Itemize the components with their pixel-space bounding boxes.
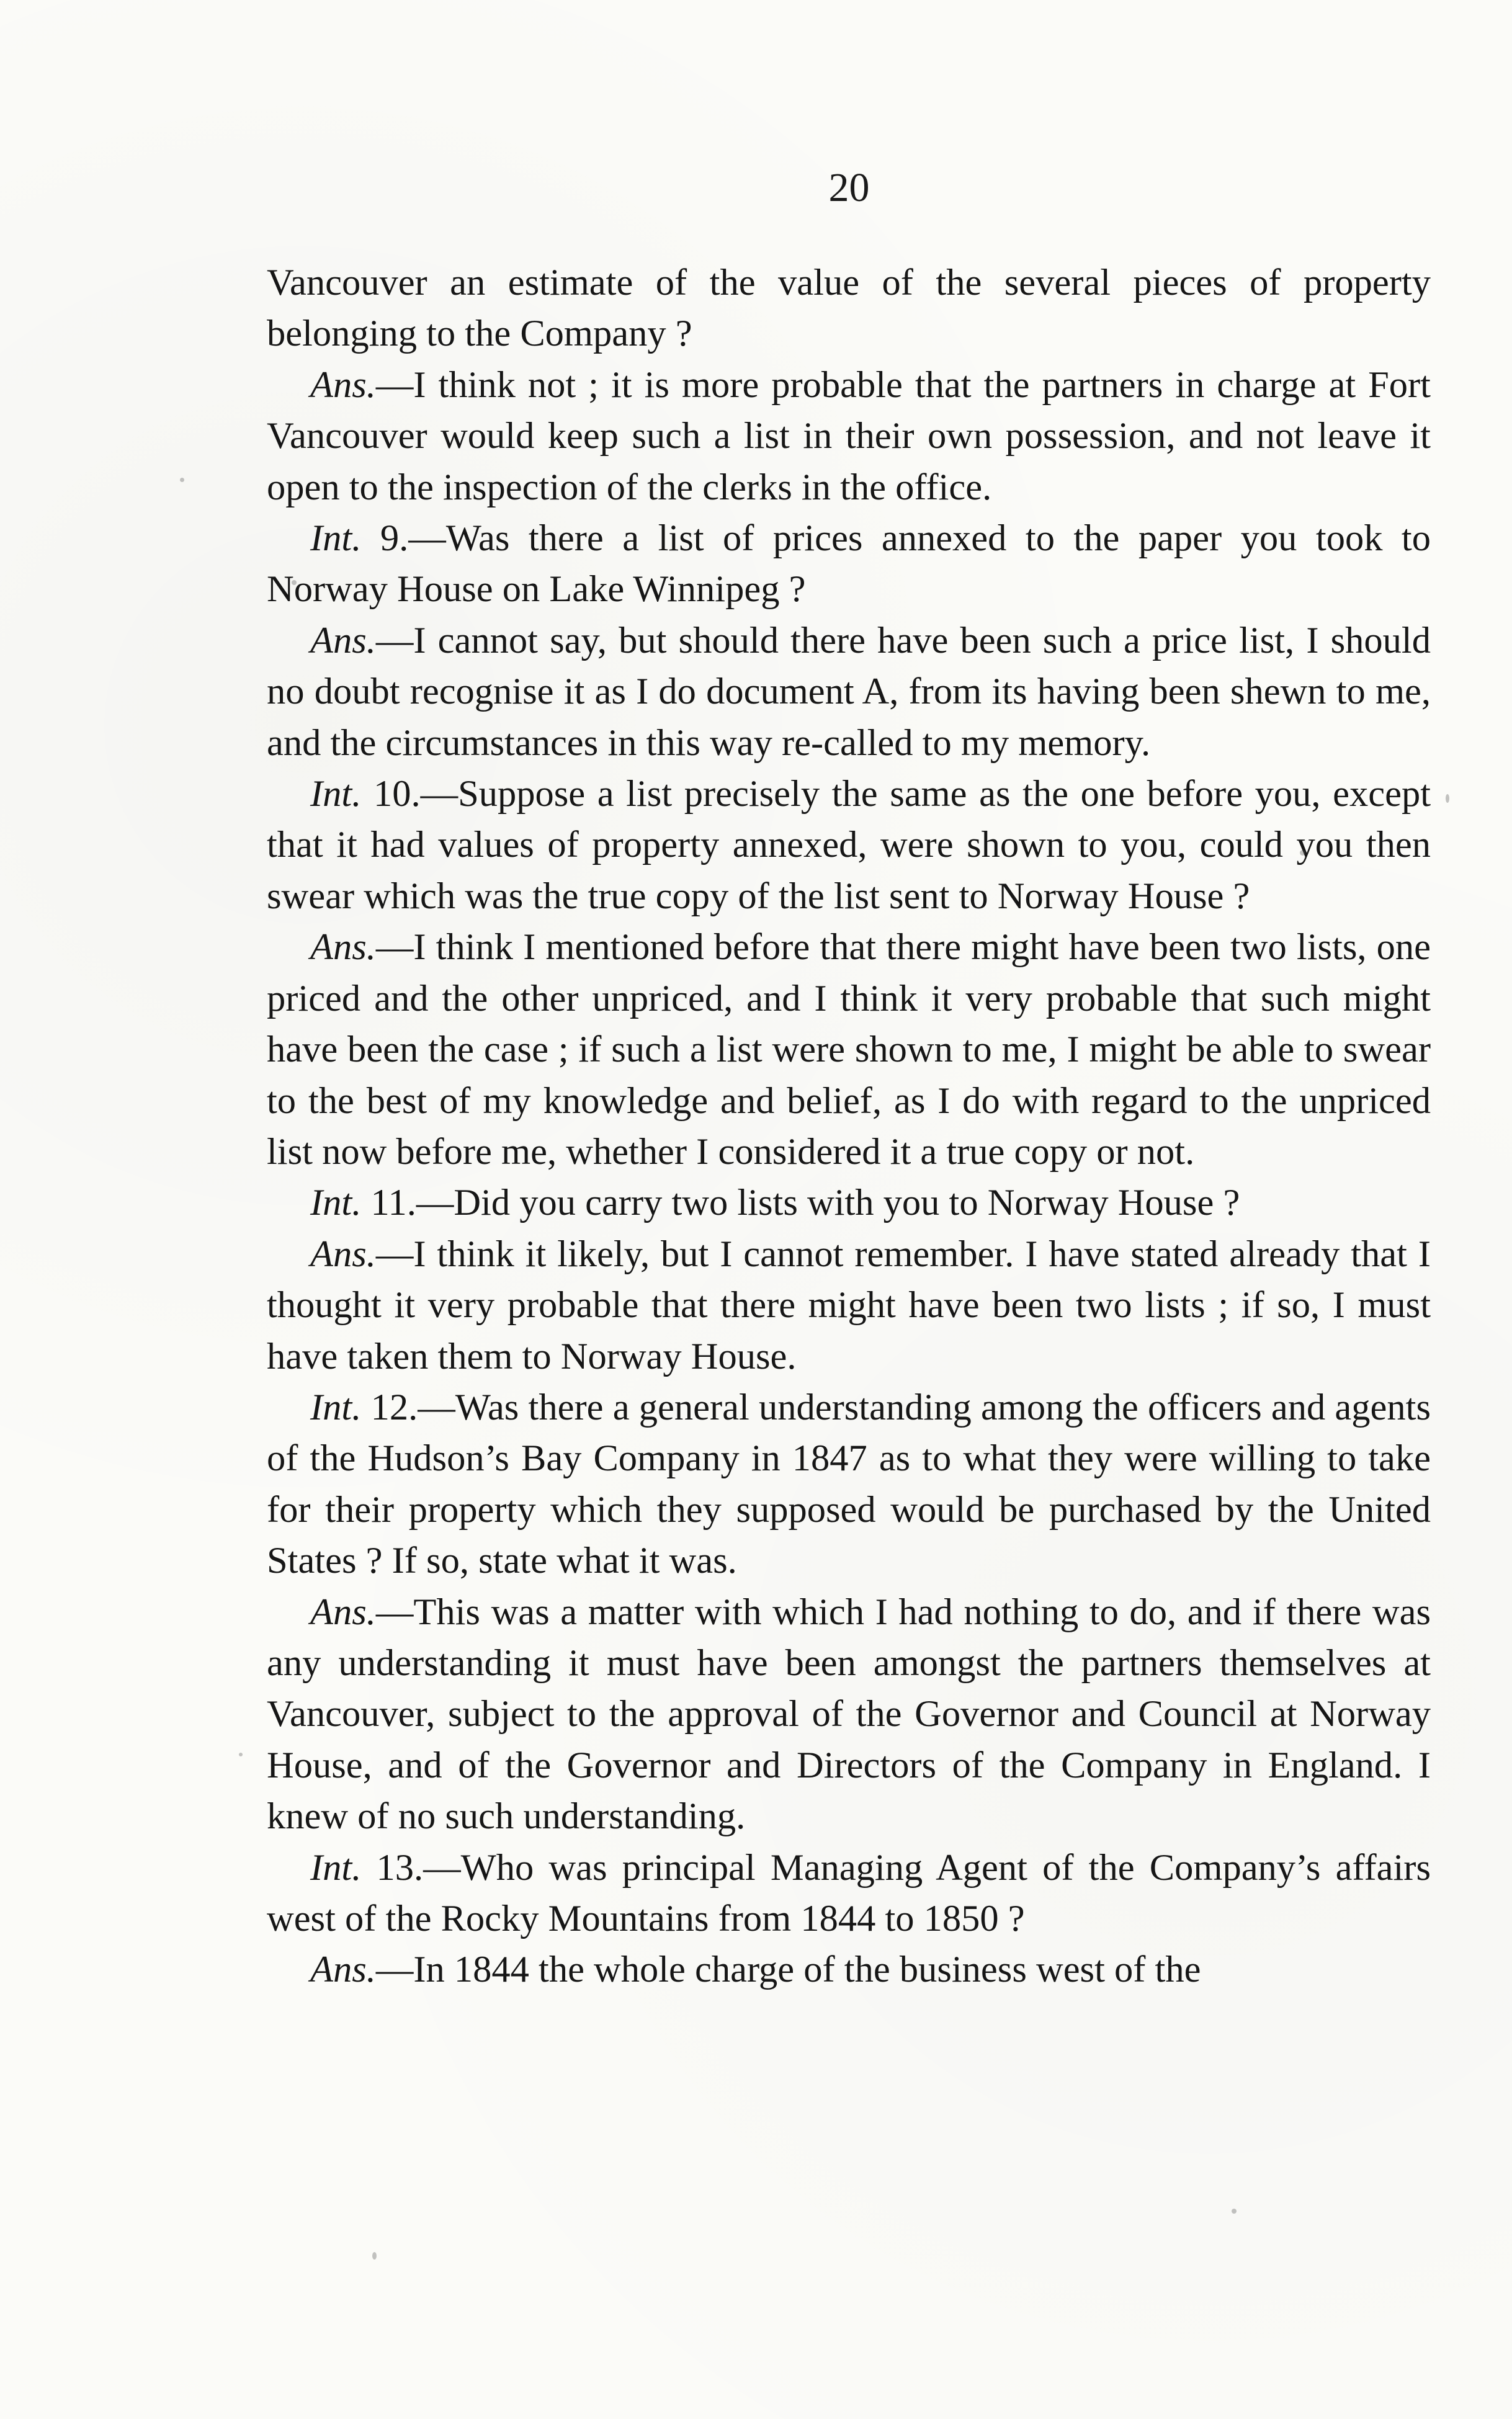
answer-paragraph <box>267 1944 1431 1995</box>
answer-label: Ans. <box>310 1233 376 1275</box>
page-number: 20 <box>828 165 870 210</box>
paper-speck <box>1300 850 1305 856</box>
interrogatory-label: Int. <box>310 517 362 560</box>
answer-label: Ans. <box>310 364 376 406</box>
paper-speck <box>239 1753 243 1756</box>
interrogatory-label: Int. <box>310 773 362 815</box>
answer-text: —I think it likely, but I cannot remember. I have stated already that I thought it very probable that there might have been two lists ; if so, I must have taken them to Norway House. <box>267 1233 1431 1377</box>
paper-speck <box>292 580 297 585</box>
interrogatory-paragraph <box>267 513 1431 615</box>
paper-speck <box>180 478 184 482</box>
interrogatory-text: 9.—Was there a list of prices annexed to the paper you took to Norway House on Lake Winnipeg ? <box>267 517 1431 610</box>
interrogatory-text: 11.—Did you carry two lists with you to Norway House ? <box>361 1182 1240 1224</box>
paper-speck <box>1232 2209 1237 2214</box>
paper-speck <box>372 2252 377 2260</box>
answer-label: Ans. <box>310 926 376 968</box>
interrogatory-paragraph <box>267 1843 1431 1945</box>
paragraph-continuation <box>267 257 1431 360</box>
answer-paragraph <box>267 922 1431 1178</box>
answer-label: Ans. <box>310 1591 376 1633</box>
interrogatory-paragraph <box>267 1178 1431 1228</box>
interrogatory-paragraph <box>267 1382 1431 1587</box>
answer-label: Ans. <box>310 619 376 661</box>
answer-text: —This was a matter with which I had nothing to do, and if there was any understanding it must have been amongst the partners themselves at Vancouver, subject to the approval of the Governor and Council at Norway House, and of the Governor and Directors of the Company in England. I knew of no such understanding. <box>267 1591 1431 1838</box>
answer-paragraph <box>267 1229 1431 1382</box>
answer-text: —I think I mentioned before that there might have been two lists, one priced and the other unpriced, and I think it very probable that such might have been the case ; if such a list were shown to me, I might be able to swear to the best of my knowledge and belief, as I do with regard to the unpriced list now before me, whether I considered it a true copy or not. <box>267 926 1431 1173</box>
answer-label: Ans. <box>310 1949 376 1991</box>
interrogatory-text: 13.—Who was principal Managing Agent of the Company’s affairs west of the Rocky Mountains from 1844 to 1850 ? <box>267 1846 1431 1939</box>
answer-text: —In 1844 the whole charge of the business west of the <box>375 1949 1201 1991</box>
paper-speck <box>1446 794 1449 803</box>
answer-text: —I cannot say, but should there have been such a price list, I should no doubt recognise it as I do document A, from its having been shewn to me, and the circumstances in this way re-called to my memory. <box>267 619 1431 764</box>
interrogatory-label: Int. <box>310 1846 362 1889</box>
answer-paragraph <box>267 360 1431 513</box>
answer-paragraph <box>267 1587 1431 1843</box>
answer-paragraph <box>267 615 1431 769</box>
interrogatory-label: Int. <box>310 1386 362 1428</box>
interrogatory-paragraph <box>267 769 1431 922</box>
interrogatory-text: 10.—Suppose a list precisely the same as the one before you, except that it had values of property annexed, were shown to you, could you then swear which was the true copy of the list sent to Norway House ? <box>267 773 1431 917</box>
answer-text: —I think not ; it is more probable that the partners in charge at Fort Vancouver would keep such a list in their own possession, and not leave it open to the inspection of the clerks in the office. <box>267 364 1431 508</box>
paragraph-text: Vancouver an estimate of the value of the several pieces of property belonging to the Company ? <box>267 262 1431 355</box>
interrogatory-text: 12.—Was there a general understanding among the officers and agents of the Hudson’s Bay Company in 1847 as to what they were willing to take for their property which they supposed would be purchased by the United States ? If so, state what it was. <box>267 1386 1431 1582</box>
interrogatory-label: Int. <box>310 1182 362 1224</box>
body-text <box>267 257 1431 1996</box>
